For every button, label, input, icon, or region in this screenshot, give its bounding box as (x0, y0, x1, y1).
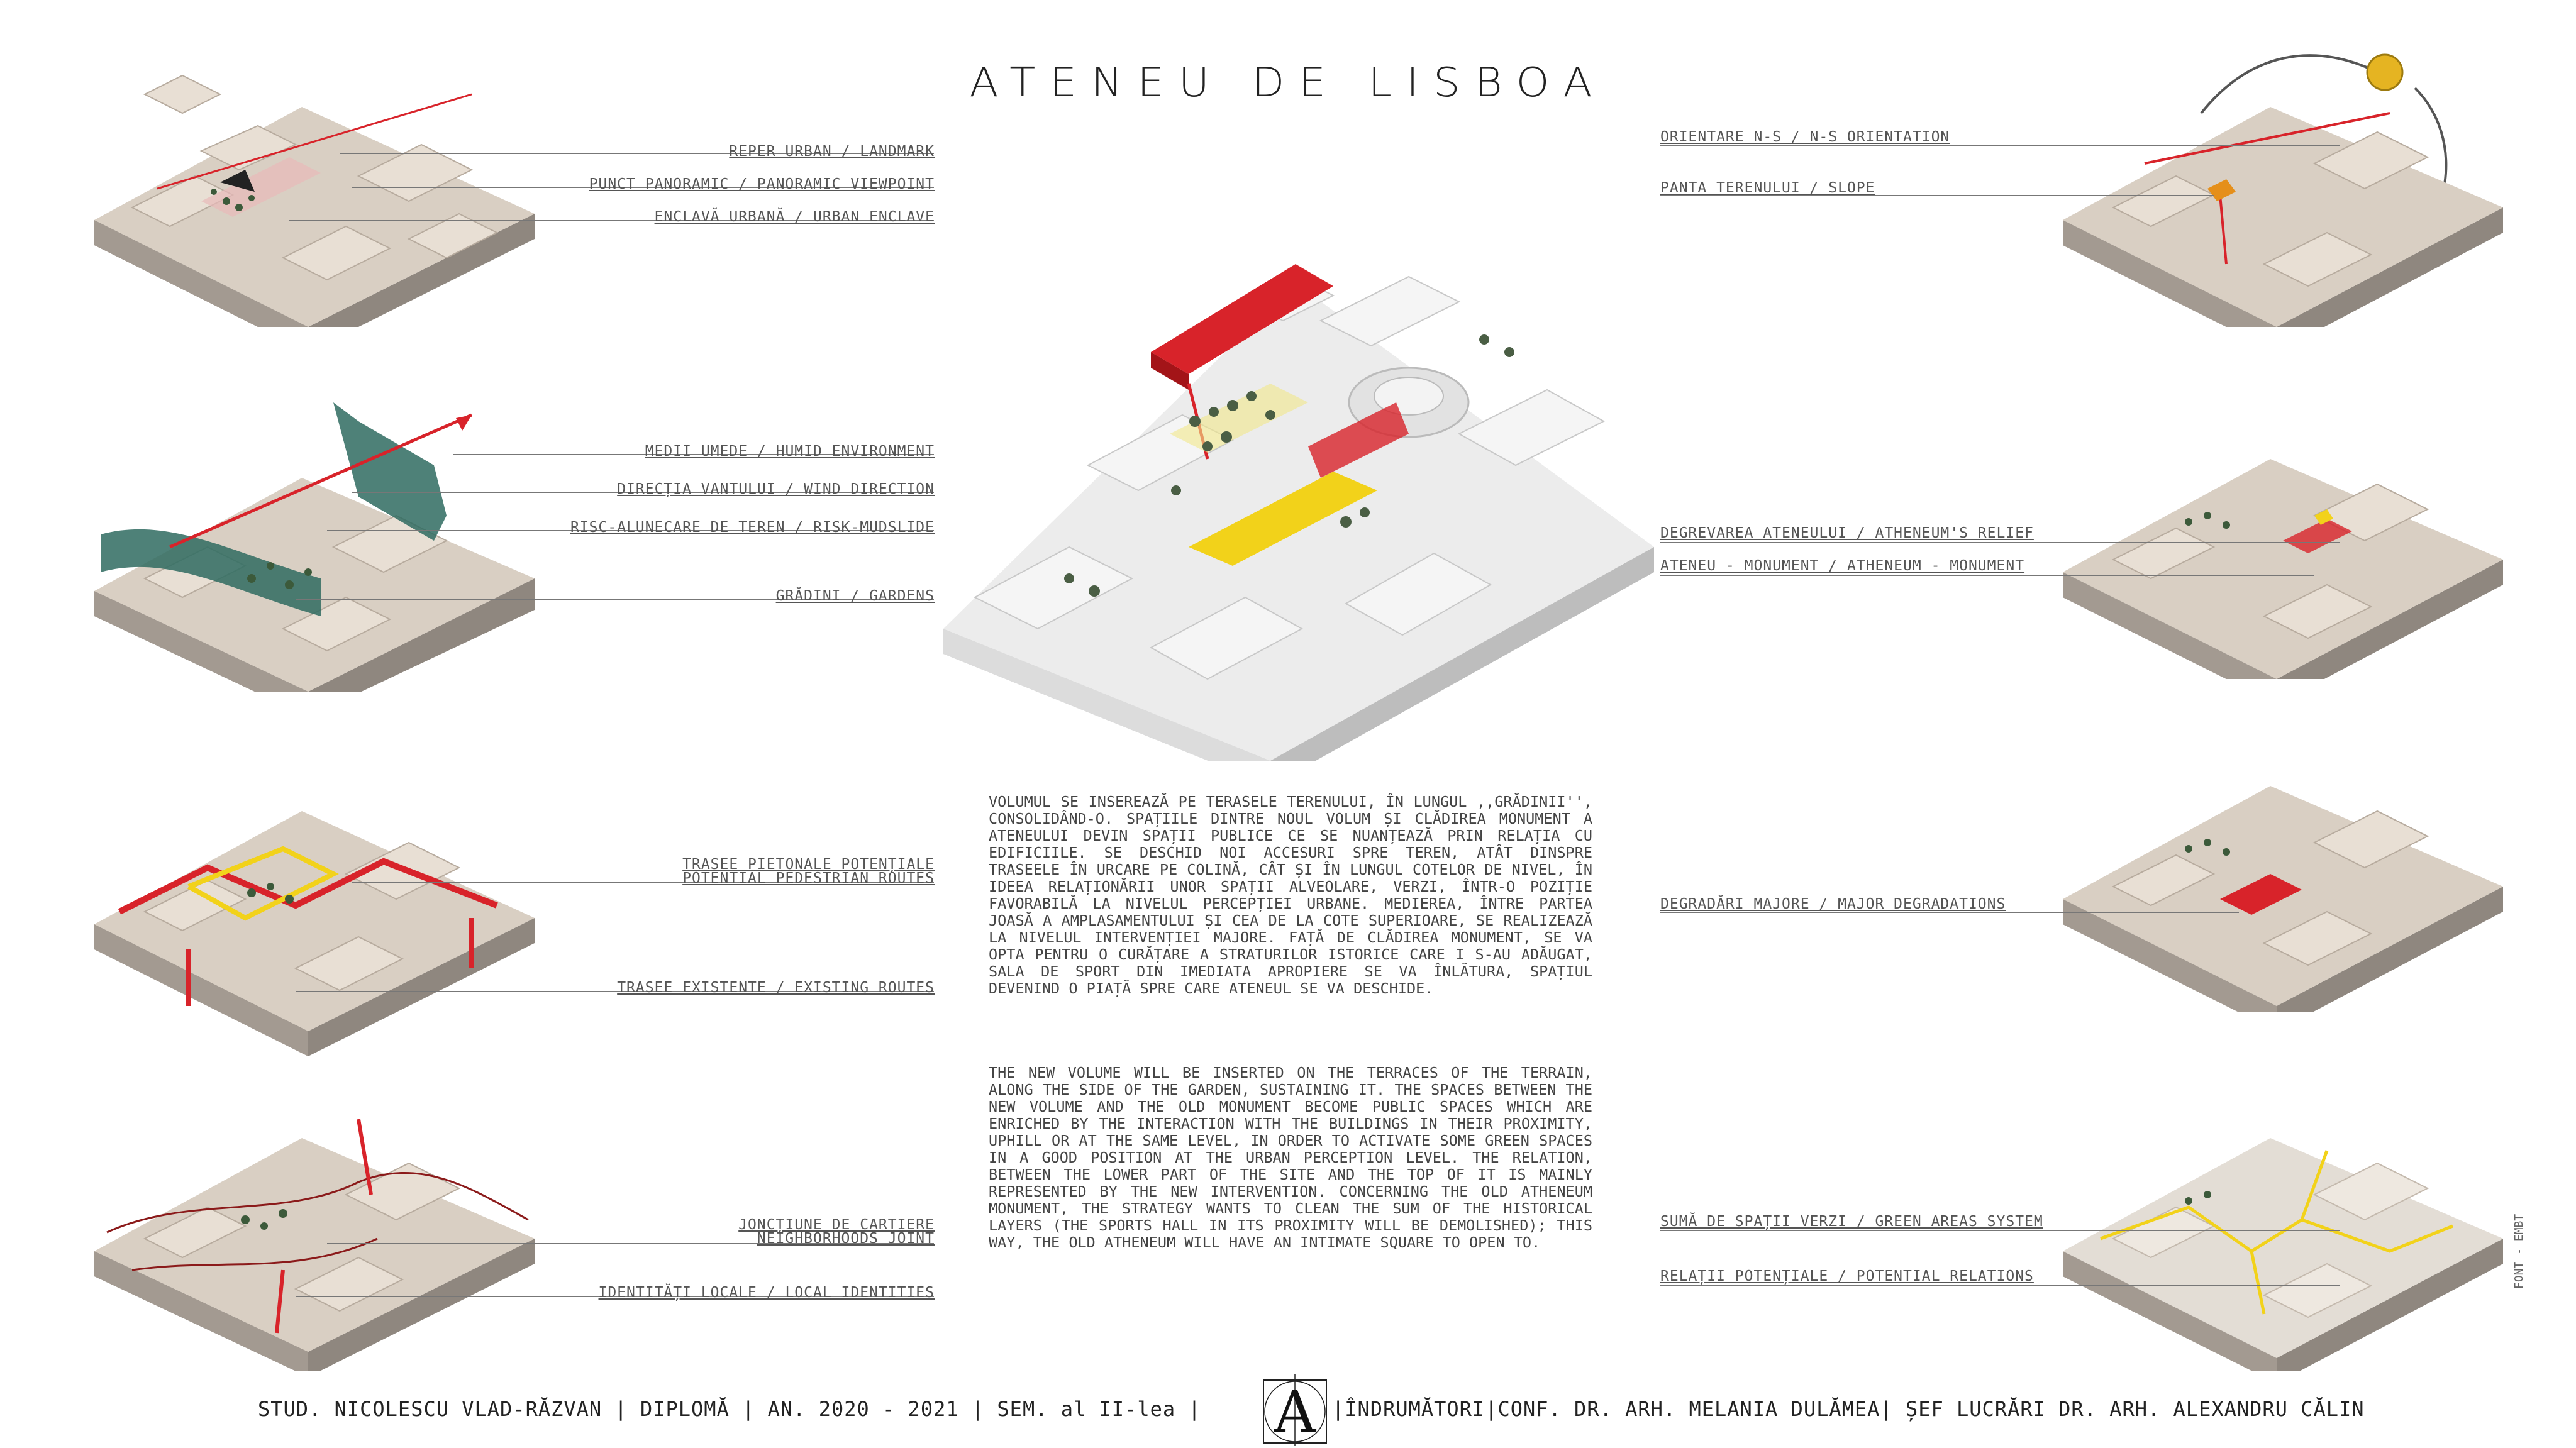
label-atheneum-monument: ATENEU - MONUMENT / ATHENEUM - MONUMENT (1660, 558, 2025, 574)
label-wind-direction: DIRECȚIA VANTULUI / WIND DIRECTION (617, 481, 935, 497)
diagram-atheneum-relief (2063, 390, 2503, 679)
label-ns-orientation: ORIENTARE N-S / N-S ORIENTATION (1660, 129, 1950, 145)
diagram-pedestrian-routes (94, 742, 535, 1056)
diagram-humid-wind (94, 390, 535, 692)
diagram-major-degradations (2063, 710, 2503, 1012)
label-slope: PANTA TERENULUI / SLOPE (1660, 180, 1875, 196)
logo-letter: A (1274, 1378, 1316, 1445)
description-romanian (989, 793, 1592, 997)
label-atheneum-relief: DEGREVAREA ATENEULUI / ATHENEUM'S RELIEF (1660, 525, 2034, 541)
label-existing-routes: TRASEE EXISTENTE / EXISTING ROUTES (617, 980, 935, 996)
central-axonometric-model (943, 195, 1654, 761)
description-en-text: THE NEW VOLUME WILL BE INSERTED ON THE TERRACES OF THE TERRAIN, ALONG THE SIDE OF THE GARDEN, SUSTAINING IT. THE SPACES BETWEEN THE NEW VOLUME AND THE OLD MONUMENT BECOME PUBLIC SPACES WHICH ARE ENRICHED BY THE INTERACTION WITH THE BUILDINGS IN THEIR PROXIMITY, UPHILL OR AT THE SAME LEVEL, IN ORDER TO ACTIVATE SOME GREEN SPACES IN A GOOD POSITION AT THE URBAN PERCEPTION LEVEL. THE RELATION, BETWEEN THE LOWER PART OF THE SITE AND THE TOP OF IT IS MAINLY REPRESENTED BY THE NEW INTERVENTION. CONCERNING THE OLD ATHENEUM MONUMENT, THE STRATEGY WANTS TO CLEAN THE SUM OF THE HISTORICAL LAYERS (THE SPORTS HALL IN ITS PROXIMITY WILL BE DEMOLISHED); THIS WAY, THE OLD ATHENEUM WILL HAVE AN INTIMATE SQUARE TO OPEN TO. (989, 1064, 1592, 1251)
diagram-neighborhoods (94, 1069, 535, 1371)
label-potential-relations: RELAȚII POTENȚIALE / POTENTIAL RELATIONS (1660, 1268, 2034, 1285)
label-local-identities: IDENTITĂȚI LOCALE / LOCAL IDENTITIES (598, 1285, 935, 1301)
footer-coordinators: |ÎNDRUMĂTORI|CONF. DR. ARH. MELANIA DULĂMEA| ȘEF LUCRĂRI DR. ARH. ALEXANDRU CĂLIN (1332, 1397, 2365, 1421)
logo-icon (1261, 1374, 1330, 1446)
label-panoramic-viewpoint: PUNCT PANORAMIC / PANORAMIC VIEWPOINT (589, 176, 935, 192)
label-green-areas-system: SUMĂ DE SPAȚII VERZI / GREEN AREAS SYSTEM (1660, 1213, 2043, 1230)
label-potential-pedestrian-routes-ro: TRASEE PIETONALE POTENȚIALE (682, 856, 935, 873)
description-english (989, 1064, 1592, 1251)
footer-student-info: STUD. NICOLESCU VLAD-RĂZVAN | DIPLOMĂ | AN. 2020 - 2021 | SEM. al II-lea | (258, 1397, 1201, 1421)
label-humid-environment: MEDII UMEDE / HUMID ENVIRONMENT (645, 443, 935, 460)
diagram-green-areas (2063, 1063, 2503, 1371)
label-neighborhoods-joint-ro: JONCȚIUNE DE CARTIERE (738, 1217, 935, 1233)
label-landmark: REPER URBAN / LANDMARK (729, 143, 935, 160)
vertical-note: FONT - EMBT (2512, 1213, 2526, 1289)
label-major-degradations: DEGRADĂRI MAJORE / MAJOR DEGRADATIONS (1660, 896, 2006, 912)
label-neighborhoods-joint-en: NEIGHBORHOODS JOINT (757, 1230, 935, 1247)
description-ro-text: VOLUMUL SE INSEREAZĂ PE TERASELE TERENULUI, ÎN LUNGUL ,,GRĂDINII'', CONSOLIDÂND-O. SPAȚIILE DINTRE NOUL VOLUM ȘI CLĂDIREA MONUMENT A ATENEULUI DEVIN SPAȚII PUBLICE CE SE NUANȚEAZĂ PRIN RELAȚIA CU EDIFICIILE. SE DESCHID NOI ACCESURI SPRE TEREN, ATÂT DINSPRE TRASEELE ÎN URCARE PE COLINĂ, CÂT ȘI ÎN LUNGUL COTELOR DE NIVEL, ÎN IDEEA RELAȚIONĂRII UNOR SPAȚII ALVEOLARE, VERZI, ÎNTR-O POZIȚIE FAVORABILĂ LA NIVELUL PERCEPȚIEI URBANE. MEDIEREA, ÎNTRE PARTEA JOASĂ A AMPLASAMENTULUI ȘI CEA DE LA COTE SUPERIOARE, SE REALIZEAZĂ LA NIVELUL INTERVENȚIEI MAJORE. FAȚĂ DE CLĂDIREA MONUMENT, SE VA OPTA PENTRU O CURĂȚARE A STRATURILOR ISTORICE CARE I S-AU ADĂUGAT, SALA DE SPORT DIN IMEDIATA APROPIERE SE VA ÎNLĂTURA, SPAȚIUL DEVENIND O PIAȚĂ SPRE CARE ATENEUL SE VA DESCHIDE. (989, 793, 1592, 997)
label-urban-enclave: ENCLAVĂ URBANĂ / URBAN ENCLAVE (654, 209, 935, 225)
page-title: ATENEU DE LISBOA (969, 60, 1607, 106)
diagram-orientation-slope (2063, 38, 2503, 327)
label-potential-pedestrian-routes-en: POTENTIAL PEDESTRIAN ROUTES (682, 870, 935, 887)
diagram-landmark (94, 57, 535, 327)
label-risk-mudslide: RISC-ALUNECARE DE TEREN / RISK-MUDSLIDE (570, 519, 935, 536)
label-gardens: GRĂDINI / GARDENS (775, 588, 935, 604)
